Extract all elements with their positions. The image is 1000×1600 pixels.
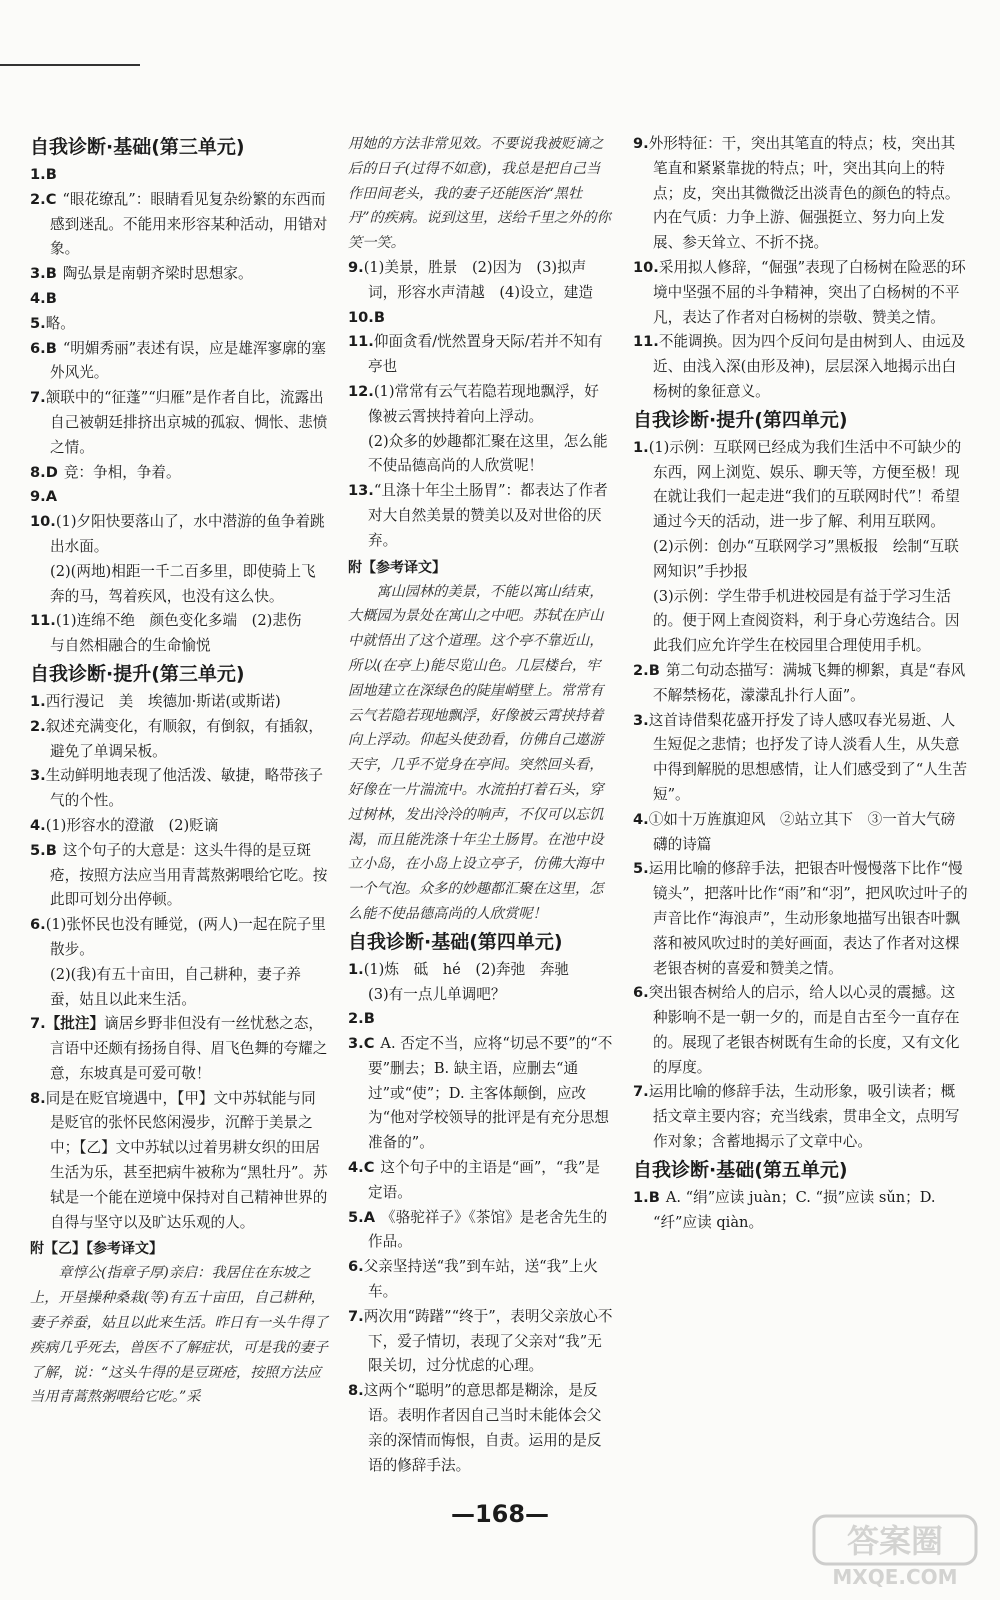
- item-number: 11.: [30, 612, 56, 630]
- item-text: 竞：争相，争着。: [63, 463, 181, 481]
- item-text: (1)形容水的澄澈 (2)贬谪: [45, 816, 219, 834]
- item-number: 1.: [30, 692, 46, 710]
- item-number: 3.: [633, 711, 649, 729]
- answer-choice: B: [45, 339, 57, 357]
- section-title: 自我诊断·基础(第五单元): [633, 1158, 848, 1181]
- answer-item: [633, 436, 968, 535]
- item-number: 8.: [348, 1382, 364, 1400]
- item-text: 不能调换。因为四个反问句是由树到人、由远及近、由浅入深(由形及神)，层层深入地揭示出白杨树的象征意义。: [653, 333, 966, 400]
- answer-subitem: (2)(我)有五十亩田，自己耕种，妻子养蚕，姑且以此来生活。: [50, 965, 301, 1008]
- answer-choice: A: [363, 1208, 375, 1226]
- item-text: 采用拟人修辞，“倔强”表现了白杨树在险恶的环境中坚强不屈的斗争精神，突出了白杨树的不平凡，表达了作者对白杨树的崇敬、赞美之情。: [653, 258, 966, 326]
- item-number: 1.: [30, 166, 46, 183]
- answer-choice: C: [363, 1035, 375, 1053]
- answer-choice: C: [45, 190, 57, 208]
- item-text: A. 否定不当，应将“切忌不要”的“不要”删去；B. 缺主语，应删去“通过”或“使”；D. 主客体颠倒，应改为“他对学校领导的批评是有充分思想准备的”。: [368, 1035, 613, 1152]
- item-text: 西行漫记 美 埃德加·斯诺(或斯诺): [45, 692, 281, 710]
- item-text: 运用比喻的修辞手法，把银杏叶慢慢落下比作“慢镜头”，把落叶比作“雨”和“羽”，把风吹过叶子的声音比作“海浪声”，生动形象地描写出银杏叶飘落和被风吹过时的美好画面，表达了作者对这棵老银杏树的喜爱和赞美之情。: [648, 860, 968, 977]
- item-number: 7.: [30, 1015, 46, 1033]
- answer-item: [348, 1206, 613, 1256]
- item-number: 7.: [633, 1083, 649, 1101]
- item-number: 12.: [348, 382, 374, 400]
- item-text: 这个句子中的主语是“画”，“我”是定语。: [368, 1159, 600, 1201]
- item-text: (1)常常有云气若隐若现地飘浮，好像被云霄挟持着向上浮动。: [368, 382, 599, 425]
- item-number: 10.: [348, 308, 374, 326]
- translation-heading: 附【乙】【参考译文】: [30, 1241, 163, 1258]
- item-text: 生动鲜明地表现了他活泼、敏捷，略带孩子气的个性。: [45, 767, 323, 810]
- item-text: 谪居乡野非但没有一丝忧愁之态，言语中还颇有扬扬自得、眉飞色舞的夸耀之意，东坡真是可爱可敬！: [50, 1015, 328, 1082]
- answer-column-2: [338, 132, 623, 1478]
- item-number: 2.: [30, 717, 46, 735]
- translation-heading: 附【参考译文】: [348, 559, 446, 576]
- item-text: 陶弘景是南朝齐梁时思想家。: [62, 265, 253, 283]
- answer-item: [348, 479, 613, 553]
- item-text: 运用比喻的修辞手法，生动形象，吸引读者；概括文章主要内容；充当线索，贯串全文，点明写作对象；含蓄地揭示了文章中心。: [648, 1083, 960, 1151]
- answer-choice: B: [45, 265, 57, 283]
- answer-item: [633, 709, 968, 808]
- answer-item: [30, 715, 328, 765]
- answer-item: [30, 764, 328, 814]
- answer-item: [30, 1087, 328, 1236]
- item-text: 突出银杏树给人的启示，给人以心灵的震撼。这种影响不是一朝一夕的，而是自古至今一直存在的。展现了老银杏树既有生命的长度，又有文化的厚度。: [648, 984, 960, 1076]
- answer-column-1: [20, 132, 338, 1410]
- answer-item: [633, 330, 968, 404]
- item-text: 颔联中的“征蓬”“归雁”是作者自比，流露出自己被朝廷排挤出京城的孤寂、惆怅、悲愤之情。: [45, 389, 328, 456]
- answer-choice: C: [363, 1159, 375, 1177]
- item-number: 9.: [633, 135, 649, 152]
- answer-item: [30, 461, 328, 486]
- item-number: 2.: [633, 661, 649, 679]
- item-number: 6.: [348, 1258, 364, 1276]
- translation-paragraph: 寓山园林的美景，不能以寓山结束，大概园为景处在寓山之中吧。苏轼在庐山中就悟出了这个道理。这个亭不靠近山，所以(在亭上)能尽览山色。几层楼台，牢固地建立在深绿色的陡崖峭壁上。常常有云气若隐若现地飘浮，好像被云霄挟持着向上浮动。仰起头使劲看，仿佛自己遨游天宇，几乎不觉身在亭间。突然回头看，好像在一片湍流中。水流拍打着石头，穿过树林，发出泠泠的响声，不仅可以忘饥渴，而且能洗涤十年尘土肠胃。在池中设立小岛，在小岛上设立亭子，仿佛大海中一个气泡。众多的妙趣都汇聚在这里，怎么能不使品德高尚的人欣赏呢！: [348, 583, 604, 922]
- answer-item: [348, 256, 613, 306]
- answer-item: [30, 839, 328, 913]
- answer-choice: B: [648, 661, 660, 679]
- item-text: 外形特征：干，突出其笔直的特点；枝，突出其笔直和紧紧靠拢的特点；叶，突出其向上的特点；皮，突出其微微泛出淡青色的颜色的特点。: [648, 135, 960, 202]
- item-number: 13.: [348, 482, 374, 500]
- answer-item: [633, 808, 968, 858]
- item-number: 5.: [348, 1208, 364, 1226]
- item-text: (1)美景，胜景 (2)因为 (3)拟声词，形容水声清越 (4)设立，建造: [363, 258, 593, 301]
- answer-item: [348, 1156, 613, 1206]
- item-number: 6.: [30, 916, 46, 934]
- item-number: 3.: [348, 1035, 364, 1053]
- item-text: 同是在贬官境遇中，【甲】文中苏轼能与同是贬官的张怀民悠闲漫步，沉醉于美景之中；【乙】文中苏轼以过着男耕女织的田居生活为乐，甚至把病牛被称为“黑牡丹”。苏轼是一个能在逆境中保持对自己精神世界的自得与坚守以及旷达乐观的人。: [45, 1089, 328, 1231]
- item-text: ①如十万旌旗迎风 ②站立其下 ③一首大气磅礴的诗篇: [648, 810, 956, 853]
- watermark-logo: [810, 1512, 980, 1590]
- item-text: 两次用“踌躇”“终于”，表明父亲放心不下，爱子情切，表现了父亲对“我”无限关切，过分忧虑的心理。: [363, 1307, 613, 1375]
- answer-item: [633, 857, 968, 981]
- answer-item: [30, 510, 328, 560]
- item-number: 9.: [348, 258, 364, 276]
- item-text: (1)炼 砥 hé (2)奔弛 奔驰: [363, 960, 570, 978]
- item-number: 6.: [633, 984, 649, 1002]
- item-number: 7.: [30, 389, 46, 407]
- answer-item: [30, 485, 328, 510]
- answer-item: [30, 913, 328, 963]
- item-text: 这两个“聪明”的意思都是糊涂，是反语。表明作者因自己当时未能体会父亲的深情而悔恨，自责。运用的是反语的修辞手法。: [363, 1382, 602, 1474]
- item-text: (1)张怀民也没有睡觉，(两人)一起在院子里散步。: [45, 916, 326, 958]
- item-text: 叙述充满变化，有顺叙，有倒叙，有插叙，避免了单调呆板。: [45, 717, 323, 760]
- item-text: “且涤十年尘土肠胃”：都表达了作者对大自然美景的赞美以及对世俗的厌弃。: [368, 482, 608, 549]
- answer-choice: A: [45, 488, 57, 506]
- item-number: 10.: [633, 258, 659, 276]
- answer-item: [30, 188, 328, 262]
- item-number: 9.: [30, 488, 46, 506]
- answer-item: [348, 958, 613, 983]
- item-number: 11.: [633, 333, 659, 351]
- answer-subitem: (2)示例：创办“互联网学习”黑板报 绘制“互联网知识”手抄报: [653, 537, 959, 580]
- item-number: 5.: [633, 860, 649, 878]
- item-text: 仰面贪看/恍然置身天际/若并不知有亭也: [368, 333, 603, 376]
- answer-item: [348, 1305, 613, 1379]
- item-number: 1.: [633, 1188, 649, 1206]
- answer-item: [348, 1255, 613, 1305]
- answer-item: [30, 814, 328, 839]
- page-number: —168—: [450, 1500, 550, 1528]
- item-number: 6.: [30, 339, 46, 357]
- item-number: 10.: [30, 513, 56, 531]
- item-number: 2.: [30, 190, 46, 208]
- answer-choice: B: [373, 308, 385, 326]
- item-number: 3.: [30, 265, 46, 283]
- item-text: (1)连绵不绝 颜色变化多端 (2)悲伤 与自然相融合的生命愉悦: [50, 612, 317, 655]
- answer-subitem: 内在气质：力争上游、倔强挺立、努力向上发展、参天耸立、不折不挠。: [653, 209, 945, 252]
- answer-item: [30, 1012, 328, 1086]
- answer-item: [348, 330, 613, 380]
- item-number: 7.: [348, 1307, 364, 1325]
- answer-choice: D: [45, 463, 58, 481]
- answer-item: [633, 659, 968, 709]
- answer-choice: B: [648, 1188, 660, 1206]
- item-number: 2.: [348, 1010, 364, 1028]
- item-number: 3.: [30, 767, 46, 785]
- item-number: 4.: [348, 1159, 364, 1177]
- item-number: 1.: [633, 438, 649, 456]
- section-title: 自我诊断·基础(第四单元): [348, 930, 563, 953]
- answer-item: [30, 690, 328, 715]
- answer-item: [30, 337, 328, 387]
- section-title: 自我诊断·提升(第三单元): [30, 662, 245, 685]
- item-number: 11.: [348, 333, 374, 351]
- item-text: 这首诗借梨花盛开抒发了诗人感叹春光易逝、人生短促之悲情；也抒发了诗人淡看人生，从失意中得到解脱的思想感情，让人们感受到了“人生苦短”。: [648, 711, 967, 803]
- answer-item: [348, 306, 613, 331]
- item-text: “明媚秀丽”表述有误，应是雄浑寥廓的塞外风光。: [50, 339, 326, 382]
- answer-item: [30, 312, 328, 337]
- header-rule: [0, 64, 140, 66]
- item-text: (1)夕阳快要落山了，水中潜游的鱼争着跳出水面。: [50, 513, 325, 555]
- answer-subitem: (2)众多的妙趣都汇聚在这里，怎么能不使品德高尚的人欣赏呢！: [368, 432, 608, 475]
- item-text: 这个句子的大意是：这头牛得的是豆斑疮，按照方法应当用青蒿熬粥喂给它吃。按此即可划分出停顿。: [50, 841, 328, 909]
- item-text: 第二句动态描写：满城飞舞的柳絮，真是“春风不解禁杨花，濛濛乱扑行人面”。: [653, 661, 966, 704]
- watermark-url: MXQE.COM: [832, 1565, 958, 1589]
- item-number: 4.: [633, 810, 649, 828]
- item-number: 4.: [30, 289, 46, 307]
- answer-choice: B: [363, 1010, 375, 1028]
- answer-subitem: (3)示例：学生带手机进校园是有益于学习生活的。便于网上查阅资料，利于身心劳逸结合。因此我们应允许学生在校园里合理使用手机。: [653, 587, 960, 655]
- item-text: 父亲坚持送“我”到车站，送“我”上火车。: [363, 1258, 598, 1301]
- answer-item: [633, 132, 968, 206]
- item-text: 《骆驼祥子》《茶馆》是老舍先生的作品。: [368, 1208, 608, 1251]
- item-text: 略。: [45, 314, 75, 332]
- answer-item: [30, 163, 328, 188]
- item-text: (1)示例：互联网已经成为我们生活中不可缺少的东西，网上浏览、娱乐、聊天等，方便至极！现在就让我们一起走进“我们的互联网时代”！希望通过今天的活动，进一步了解、利用互联网。: [648, 438, 962, 531]
- answer-choice: B: [45, 841, 57, 859]
- answer-item: [348, 1007, 613, 1032]
- translation-paragraph: 章惇公(指章子厚)亲启：我居住在东坡之上，开垦操种桑栽(等)有五十亩田，自己耕种，妻子养蚕，姑且以此来生活。昨日有一头牛得了疾病几乎死去，兽医不了解症状，可是我的妻子了解，说：“这头牛得的是豆斑疮，按照方法应当用青蒿熬粥喂给它吃。”采: [30, 1265, 328, 1406]
- watermark-logo-text: 答案圈: [846, 1522, 944, 1560]
- answer-column-3: [623, 132, 978, 1235]
- answer-subitem: (3)有一点儿单调吧？: [368, 985, 506, 1003]
- item-number: 8.: [30, 463, 46, 481]
- translation-paragraph: 用她的方法非常见效。不要说我被贬谪之后的日子(过得不如意)，我总是把自己当作田间老头，我的妻子还能医治“黑牡丹”的疾病。说到这里，送给千里之外的你笑一笑。: [348, 136, 611, 252]
- answer-item: [348, 1379, 613, 1478]
- annotation-tag: 【批注】: [45, 1015, 105, 1033]
- section-title: 自我诊断·提升(第四单元): [633, 408, 848, 431]
- answer-item: [30, 262, 328, 287]
- item-number: 8.: [30, 1089, 46, 1107]
- answer-item: [30, 609, 328, 659]
- answer-item: [30, 386, 328, 460]
- answer-item: [348, 380, 613, 430]
- answer-item: [633, 1080, 968, 1154]
- item-number: 5.: [30, 841, 46, 859]
- section-title: 自我诊断·基础(第三单元): [30, 136, 245, 158]
- item-number: 4.: [30, 816, 46, 834]
- answer-item: [633, 981, 968, 1080]
- answer-choice: B: [45, 289, 57, 307]
- item-text: “眼花缭乱”：眼睛看见复杂纷繁的东西而感到迷乱。不能用来形容某种活动，用错对象。: [50, 190, 328, 258]
- item-text: A. “绢”应读 juàn；C. “损”应读 sǔn；D. “纤”应读 qiàn。: [653, 1188, 936, 1231]
- answer-item: [348, 1032, 613, 1156]
- item-number: 1.: [348, 960, 364, 978]
- answer-item: [30, 287, 328, 312]
- answer-item: [633, 256, 968, 330]
- answer-choice: B: [45, 166, 57, 183]
- answer-subitem: (2)(两地)相距一千二百多里，即使骑上飞奔的马，驾着疾风，也没有这么快。: [50, 562, 316, 605]
- item-number: 5.: [30, 314, 46, 332]
- answer-item: [633, 1186, 968, 1236]
